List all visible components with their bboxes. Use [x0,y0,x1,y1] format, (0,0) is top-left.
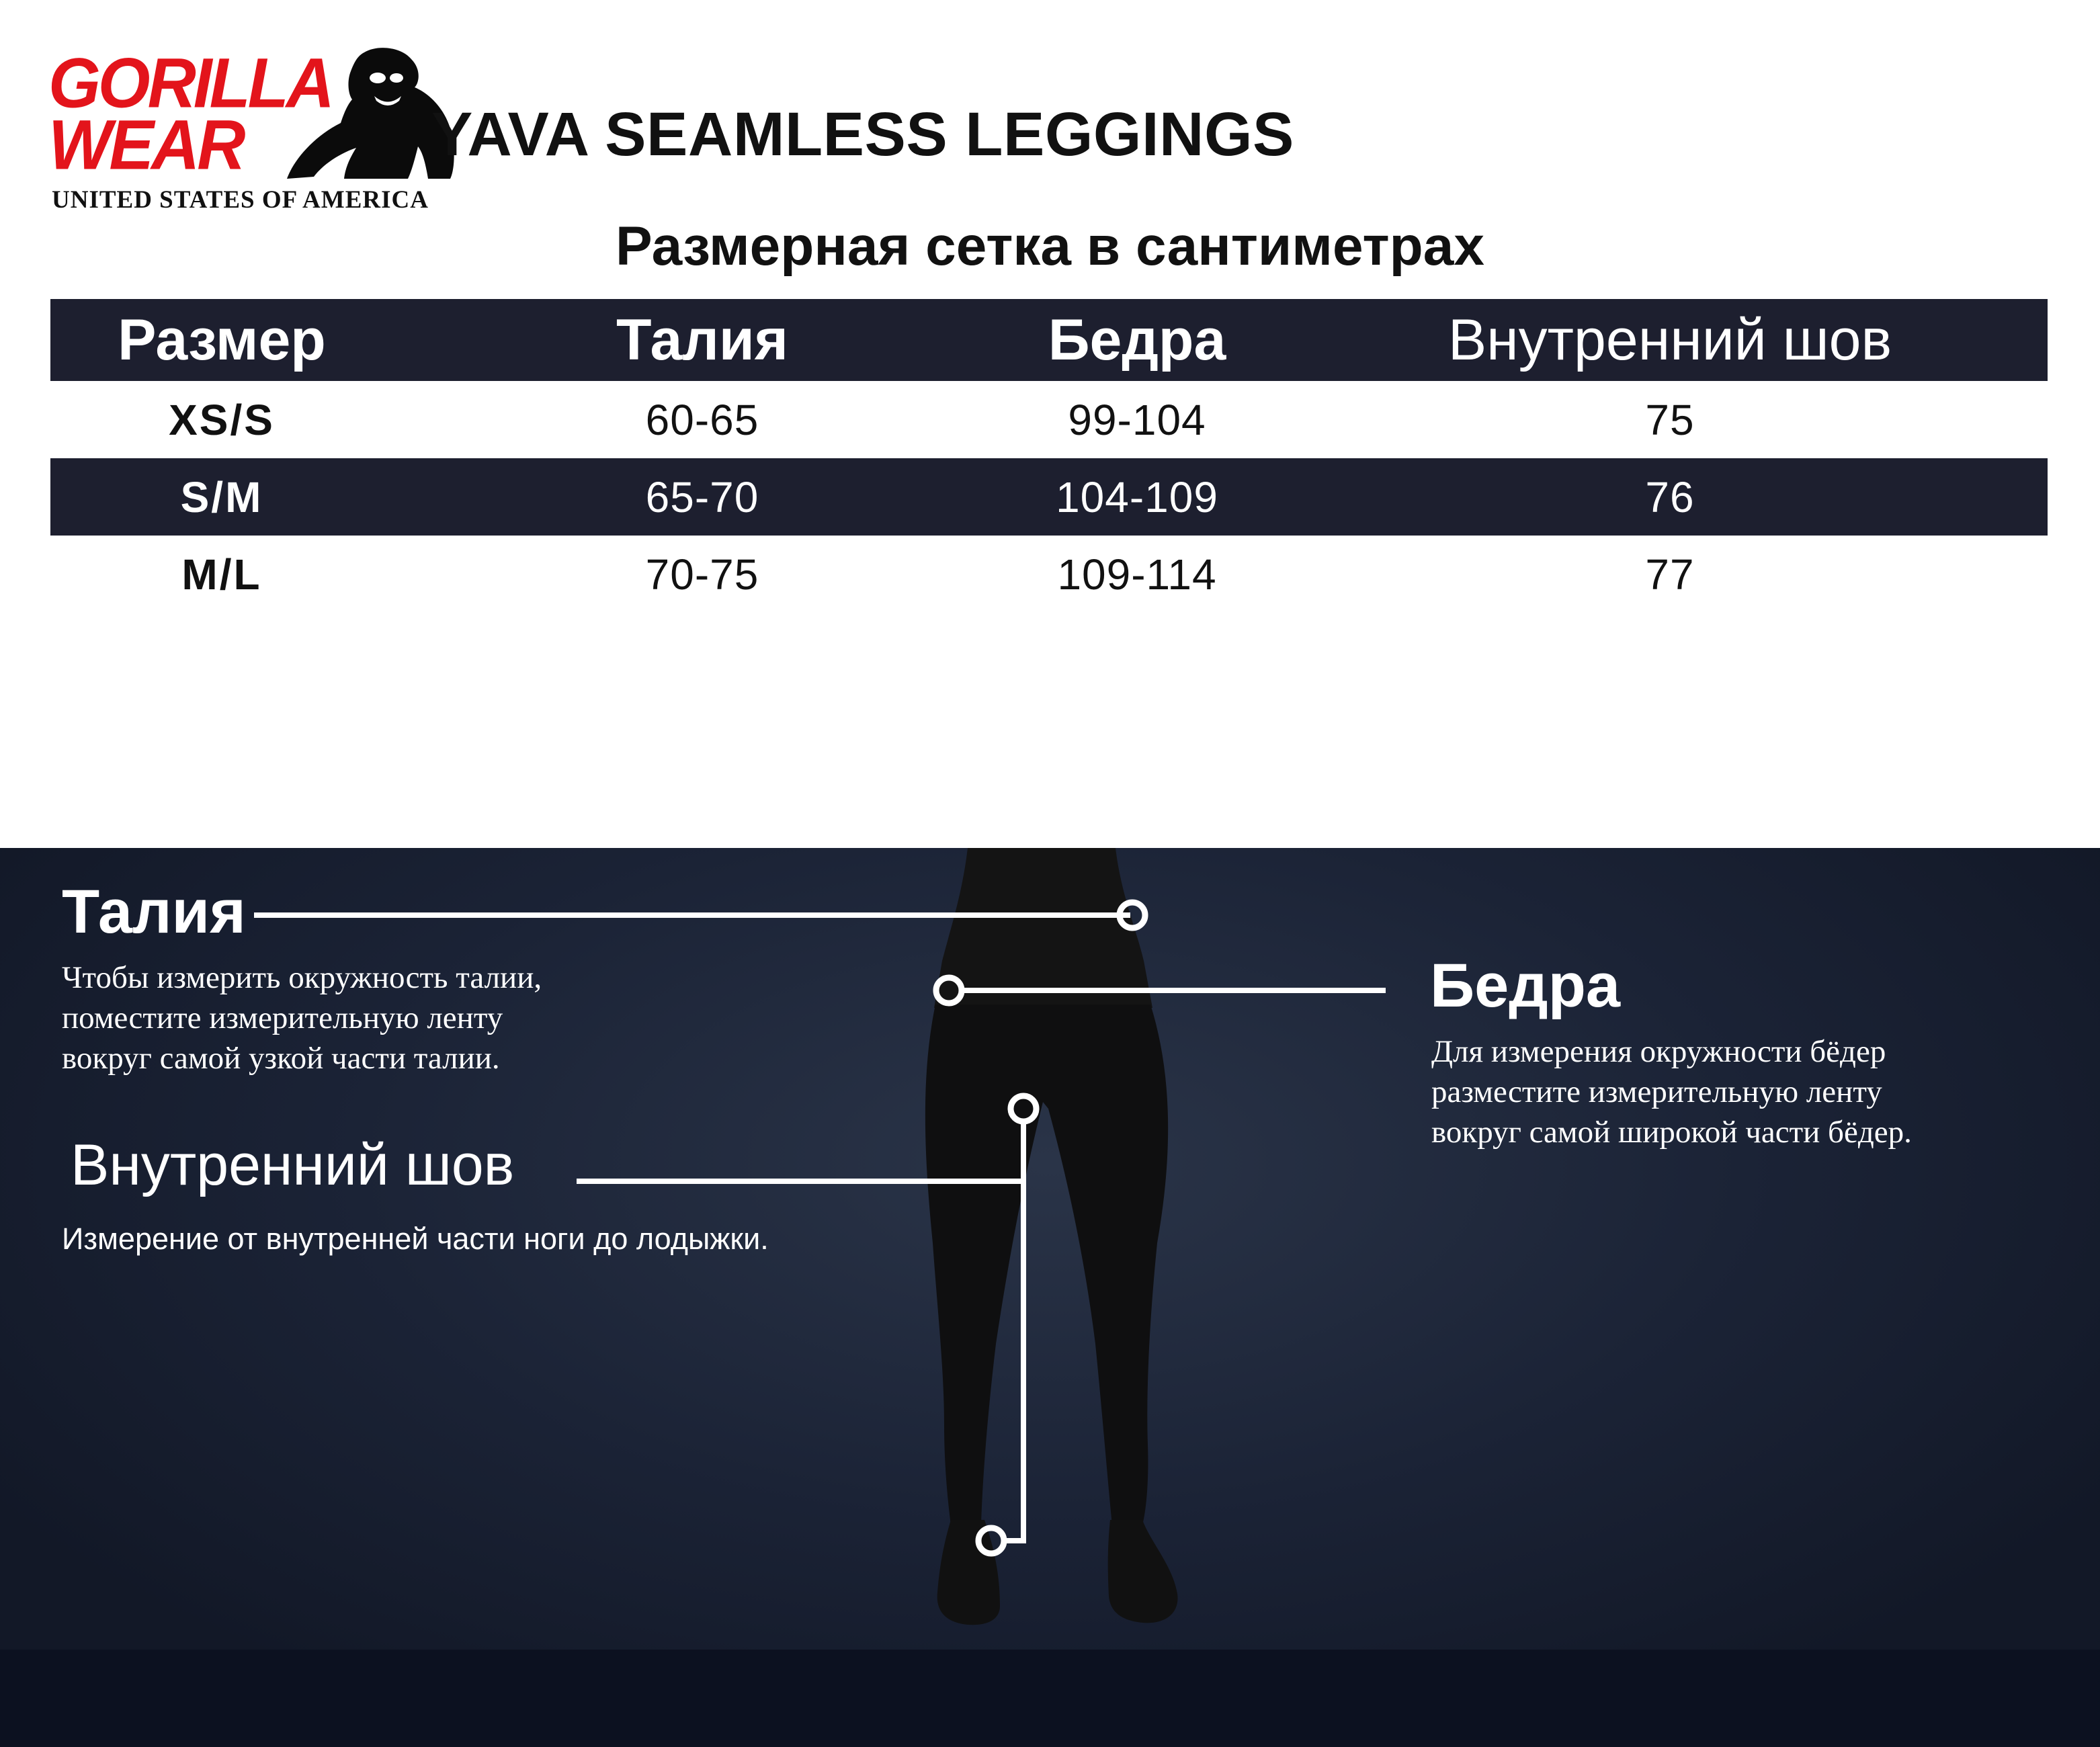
right-shoe-icon [1108,1520,1178,1623]
logo-line2: WEAR [48,105,243,185]
inseam-description: Измерение от внутренней части ноги до лодыжки. [62,1222,769,1256]
inseam-cell: 76 [1645,472,1695,521]
left-shoe-icon [937,1520,1000,1625]
waist-cell: 70-75 [645,550,759,599]
header-size: Размер [118,307,326,372]
hips-label: Бедра [1430,951,1621,1020]
inseam-cell: 77 [1645,550,1695,599]
waist-cell: 60-65 [645,395,759,444]
table-row [50,381,2048,458]
inseam-cell: 75 [1645,395,1695,444]
model-leggings [925,1005,1168,1525]
inseam-label: Внутренний шов [71,1133,515,1197]
size-cell: M/L [181,550,262,599]
brand-logo [48,44,429,220]
waist-cell: 65-70 [645,472,759,521]
logo-country: UNITED STATES OF AMERICA [52,186,429,214]
table-row [50,458,2048,536]
hips-cell: 99-104 [1068,395,1206,444]
table-row [50,536,2048,613]
hips-description: Для измерения окружности бёдер разместите измерительную ленту вокруг самой широкой части бёдер. [1431,1034,1912,1150]
size-cell: S/M [180,472,263,521]
header-waist: Талия [616,307,788,372]
size-cell: XS/S [169,395,275,444]
chart-title: Размерная сетка в сантиметрах [616,216,1484,277]
model-torso [934,848,1152,1008]
table-header-row [50,299,2048,381]
hips-cell: 104-109 [1056,472,1218,521]
waist-description: Чтобы измерить окружность талии, поместите измерительную ленту вокруг самой узкой части талии. [62,960,542,1076]
header-inseam: Внутренний шов [1447,307,1892,372]
logo-line1: GORILLA [48,44,332,123]
hips-cell: 109-114 [1057,550,1217,599]
size-table [50,299,2048,613]
waist-label: Талия [62,878,246,946]
header-hips: Бедра [1048,307,1226,372]
product-title: YAVA SEAMLESS LEGGINGS [431,100,1294,169]
